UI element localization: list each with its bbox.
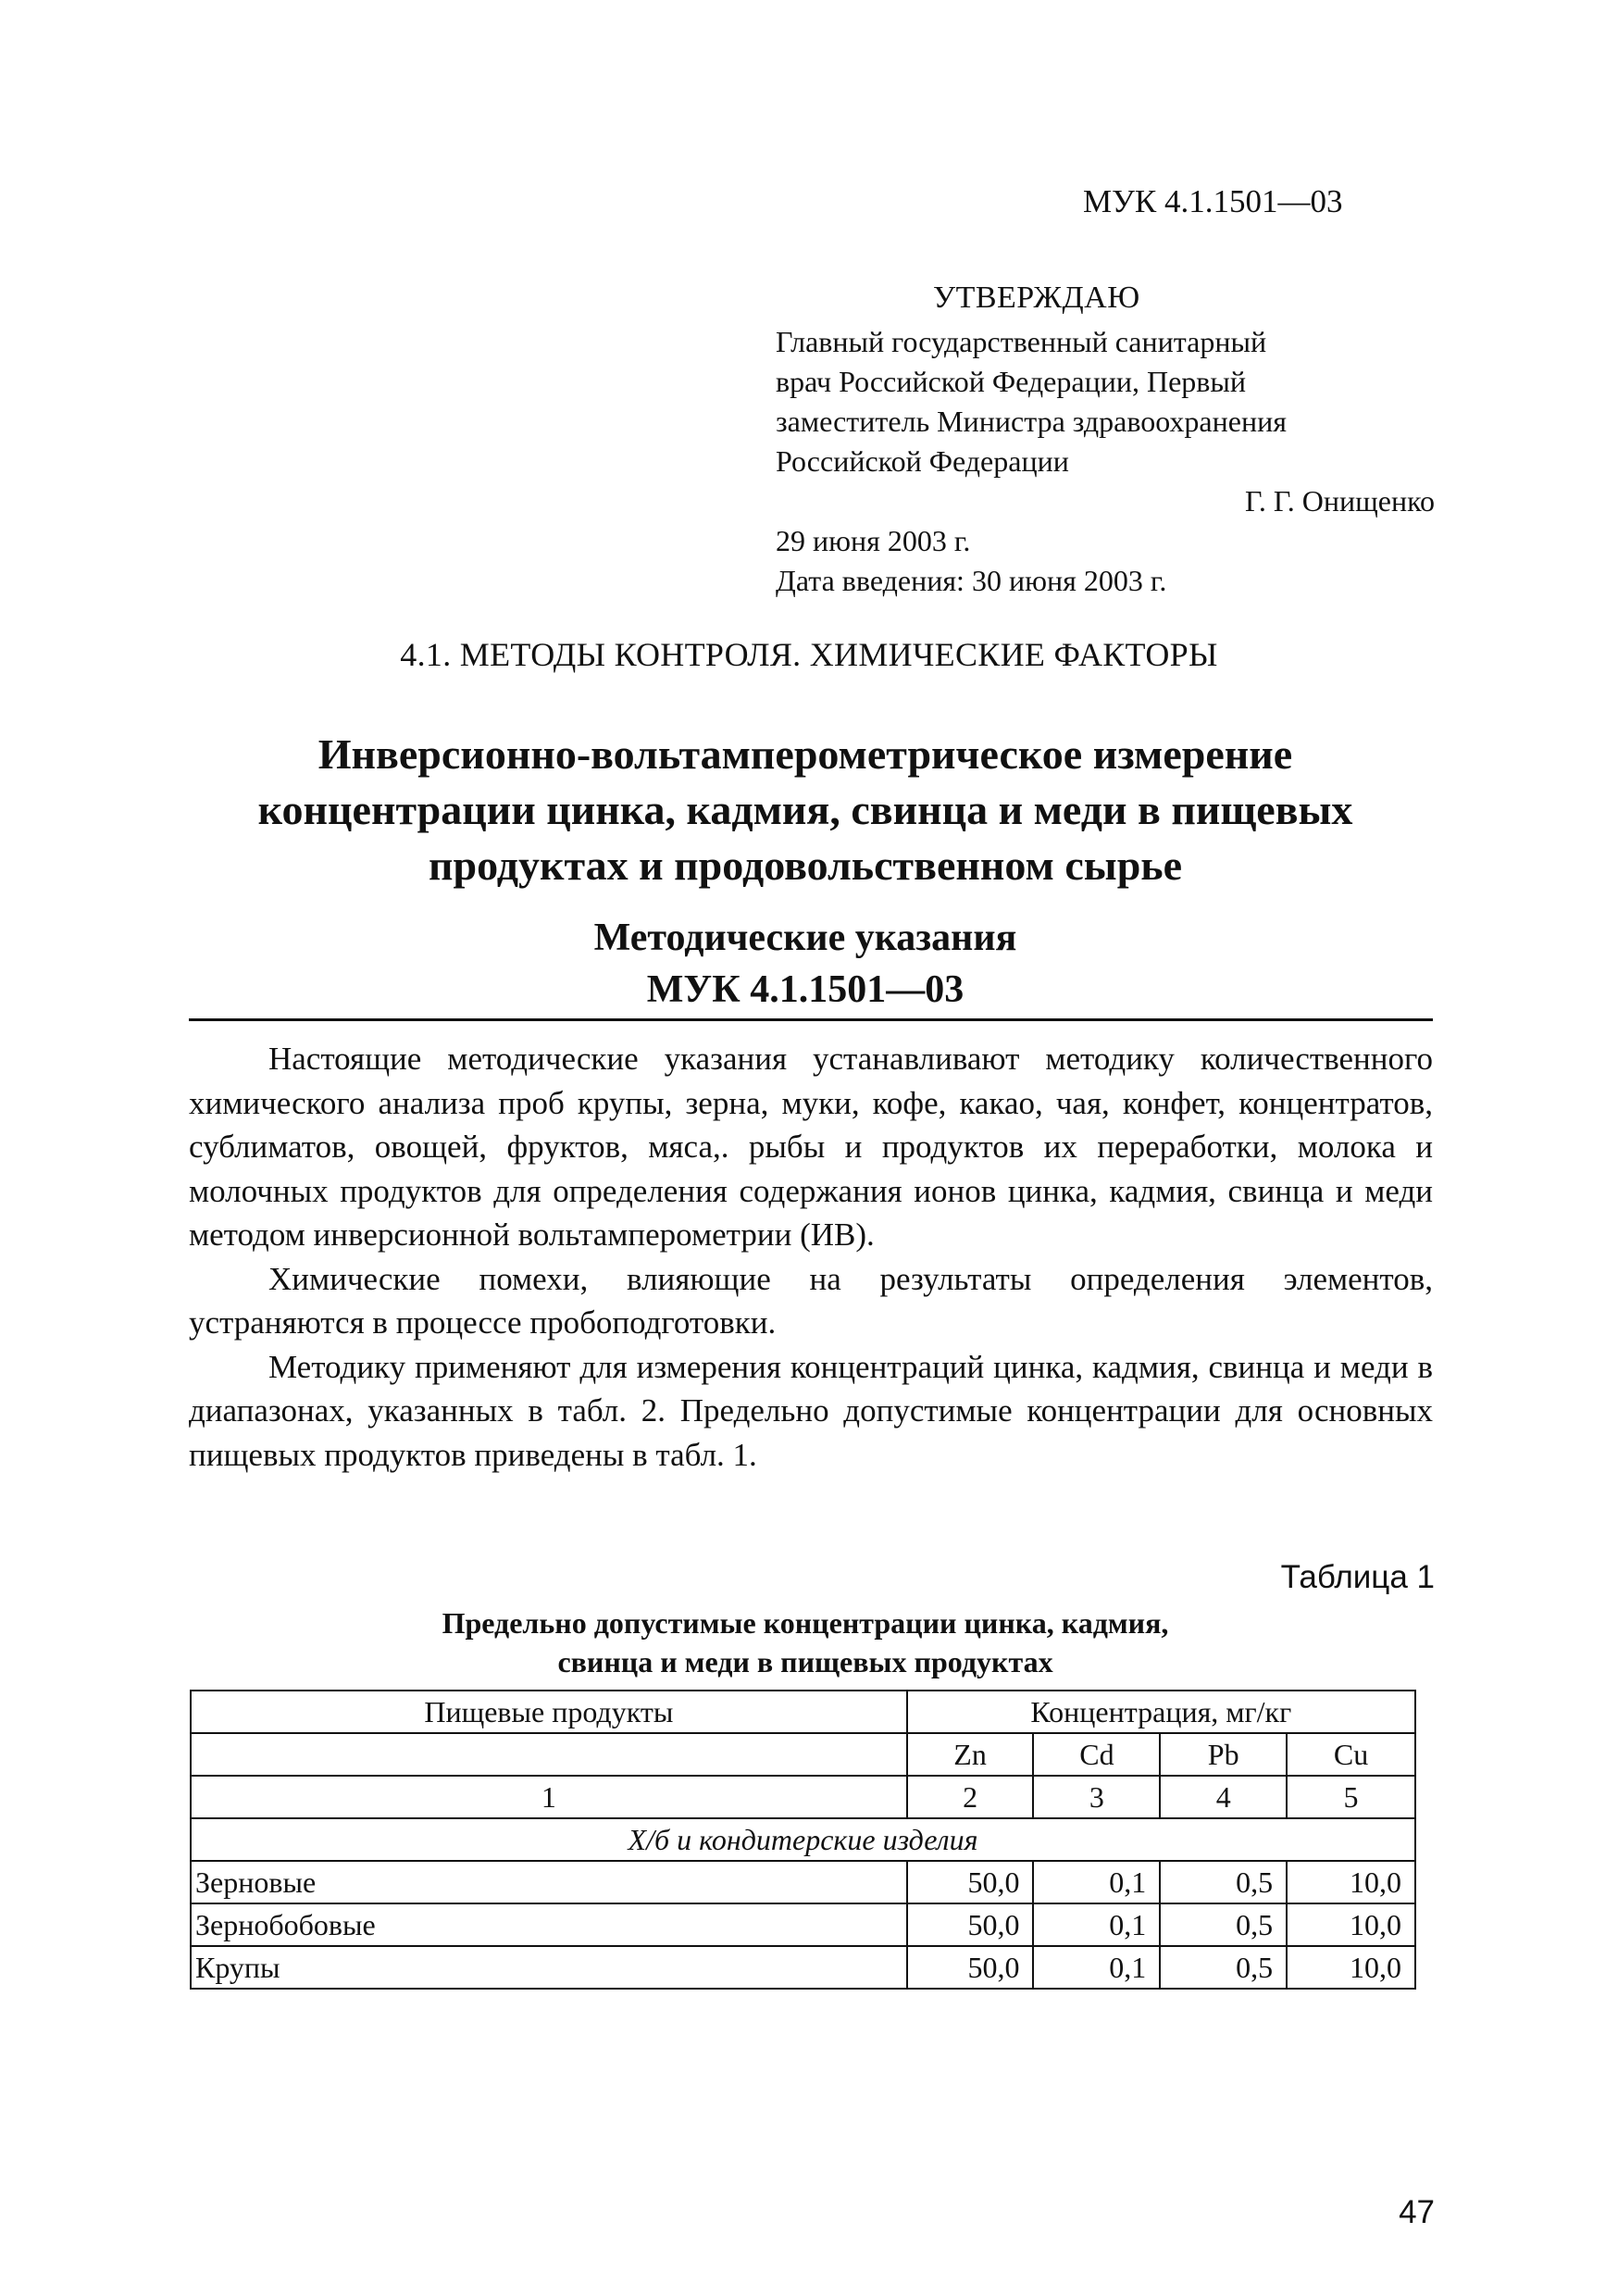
- approval-date: 29 июня 2003 г.: [776, 524, 971, 557]
- subtitle-kind: Методические указания: [593, 917, 1017, 959]
- value-zn: 50,0: [907, 1946, 1034, 1989]
- page-number: 47: [1399, 2194, 1435, 2230]
- column-number: 1: [191, 1776, 907, 1818]
- category-label: Х/б и кондитерские изделия: [191, 1818, 1415, 1861]
- approval-line: Главный государственный санитарный: [776, 325, 1267, 358]
- body-text: [189, 1037, 1433, 1477]
- subtitle-code: МУК 4.1.1501—03: [646, 968, 965, 1011]
- value-zn: 50,0: [907, 1861, 1034, 1903]
- table-title-line: Предельно допустимые концентрации цинка, кадмия,: [442, 1606, 1169, 1640]
- approval-signer: Г. Г. Онищенко: [1244, 484, 1435, 518]
- header-products: Пищевые продукты: [191, 1691, 907, 1733]
- table-row: [191, 1903, 1415, 1946]
- value-pb: 0,5: [1160, 1946, 1287, 1989]
- table-label: Таблица 1: [1280, 1559, 1435, 1595]
- column-number: 4: [1160, 1776, 1287, 1818]
- effective-date: Дата введения: 30 июня 2003 г.: [776, 564, 1167, 597]
- body-paragraph: Химические помехи, влияющие на результаты определения элементов, устраняются в процессе пробоподготовки.: [189, 1260, 1433, 1341]
- product-name: Крупы: [191, 1946, 907, 1989]
- approval-heading: УТВЕРЖДАЮ: [933, 281, 1140, 315]
- value-cu: 10,0: [1287, 1903, 1415, 1946]
- table-row: [191, 1946, 1415, 1989]
- approval-block: [776, 274, 1435, 601]
- table-title-line: свинца и меди в пищевых продуктах: [557, 1645, 1053, 1678]
- table-cell-empty: [191, 1733, 907, 1776]
- body-paragraph: Методику применяют для измерения концентраций цинка, кадмия, свинца и меди в диапазонах, указанных в табл. 2. Предельно допустимые концентрации для основных пищевых продуктов приведены в табл. 1.: [189, 1348, 1433, 1473]
- header-element: Cu: [1287, 1733, 1415, 1776]
- value-cu: 10,0: [1287, 1861, 1415, 1903]
- value-cd: 0,1: [1033, 1946, 1160, 1989]
- header-concentration: Концентрация, мг/кг: [907, 1691, 1415, 1733]
- concentration-table: [190, 1690, 1416, 1990]
- table-row: [191, 1861, 1415, 1903]
- product-name: Зерновые: [191, 1861, 907, 1903]
- column-number: 3: [1033, 1776, 1160, 1818]
- value-pb: 0,5: [1160, 1861, 1287, 1903]
- document-subtitle: [176, 912, 1435, 1016]
- value-cu: 10,0: [1287, 1946, 1415, 1989]
- value-zn: 50,0: [907, 1903, 1034, 1946]
- title-divider: [189, 1018, 1433, 1021]
- title-line: Инверсионно-вольтамперометрическое измерение: [317, 730, 1293, 778]
- table-element-row: [191, 1733, 1415, 1776]
- body-paragraph: Настоящие методические указания устанавливают методику количественного химического анализа проб крупы, зерна, муки, кофе, какао, чая, конфет, концентратов, сублиматов, овощей, фруктов, мяса,. рыбы и продуктов их переработки, молока и молочных продуктов для определения содержания ионов цинка, кадмия, свинца и меди методом инверсионной вольтамперометрии (ИВ).: [189, 1041, 1433, 1253]
- column-number: 2: [907, 1776, 1034, 1818]
- header-element: Pb: [1160, 1733, 1287, 1776]
- value-pb: 0,5: [1160, 1903, 1287, 1946]
- document-code-header: МУК 4.1.1501—03: [1083, 183, 1343, 219]
- table-title: [278, 1603, 1333, 1681]
- table-header-row: [191, 1691, 1415, 1733]
- approval-line: врач Российской Федерации, Первый: [776, 365, 1246, 398]
- header-element: Zn: [907, 1733, 1034, 1776]
- title-line: продуктах и продовольственном сырье: [428, 842, 1183, 889]
- value-cd: 0,1: [1033, 1903, 1160, 1946]
- document-title: [176, 727, 1435, 893]
- section-heading: 4.1. МЕТОДЫ КОНТРОЛЯ. ХИМИЧЕСКИЕ ФАКТОРЫ: [400, 636, 1218, 673]
- header-element: Cd: [1033, 1733, 1160, 1776]
- column-number: 5: [1287, 1776, 1415, 1818]
- table-numbering-row: [191, 1776, 1415, 1818]
- title-line: концентрации цинка, кадмия, свинца и меди в пищевых: [257, 786, 1353, 833]
- approval-line: заместитель Министра здравоохранения: [776, 405, 1287, 438]
- table-category-row: [191, 1818, 1415, 1861]
- approval-line: Российской Федерации: [776, 444, 1069, 478]
- value-cd: 0,1: [1033, 1861, 1160, 1903]
- product-name: Зернобобовые: [191, 1903, 907, 1946]
